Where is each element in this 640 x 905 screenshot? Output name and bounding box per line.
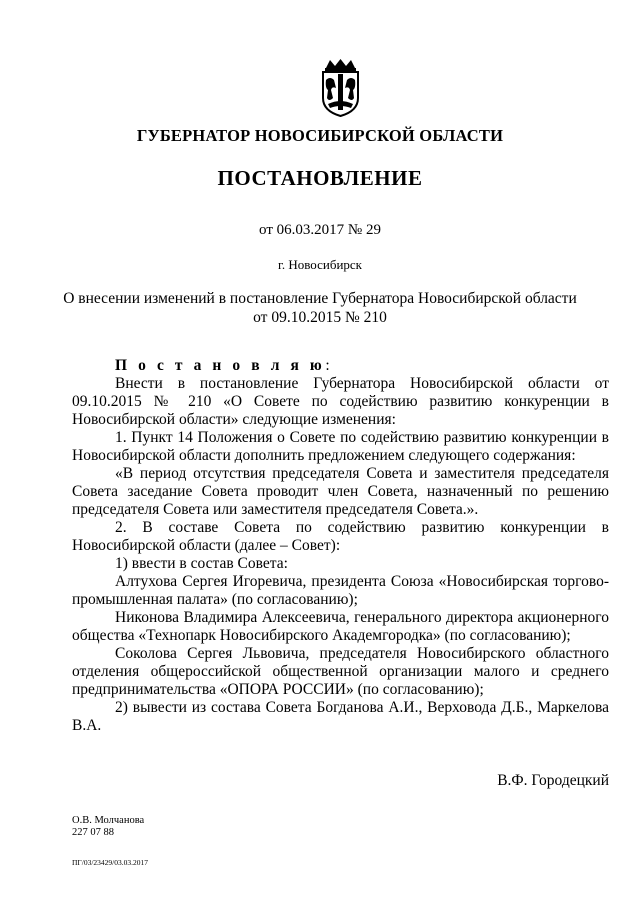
novosibirsk-coat-of-arms-icon: [318, 58, 363, 117]
city-line: г. Новосибирск: [277, 257, 362, 272]
subject-line-1: О внесении изменений в постановление Губернатора Новосибирской области: [63, 290, 577, 307]
document-subject: [0, 289, 640, 327]
decree-word: П о с т а н о в л я ю: [115, 357, 326, 374]
body-paragraph: «В период отсутствия председателя Совета и заместителя председателя Совета заседание Совета проводит член Совета, назначенный по решению председателя Совета или заместителя председателя Совета.».: [72, 465, 609, 518]
decree-colon: :: [325, 357, 330, 374]
document-id: ПГ/03/23429/03.03.2017: [72, 858, 149, 867]
body-paragraph: Соколова Сергея Львовича, председателя Новосибирского областного отделения общероссийской общественной организации малого и среднего предпринимательства «ОПОРА РОССИИ» (по согласованию);: [72, 645, 609, 698]
body-paragraph: Никонова Владимира Алексеевича, генерального директора акционерного общества «Технопарк Новосибирского Академгородка» (по согласованию);: [72, 609, 609, 644]
coat-of-arms-emblem: [318, 58, 363, 117]
executor-phone: 227 07 88: [72, 827, 114, 838]
body-paragraph: 1. Пункт 14 Положения о Совете по содействию развитию конкуренции в Новосибирской области дополнить предложением следующего содержания:: [72, 429, 609, 464]
decree-heading: [72, 357, 609, 375]
signature: В.Ф. Городецкий: [497, 772, 609, 789]
organization-title: ГУБЕРНАТОР НОВОСИБИРСКОЙ ОБЛАСТИ: [136, 126, 504, 145]
subject-line-2: от 09.10.2015 № 210: [253, 309, 387, 326]
body-paragraph: 1) ввести в состав Совета:: [115, 555, 288, 572]
executor-name: О.В. Молчанова: [72, 815, 145, 826]
body-paragraph: Внести в постановление Губернатора Новосибирской области от 09.10.2015 № 210 «О Совете по содействию развитию конкуренции в Новосибирской области» следующие изменения:: [72, 375, 609, 428]
document-type-title: ПОСТАНОВЛЕНИЕ: [217, 166, 423, 190]
body-paragraph: 2. В составе Совета по содействию развитию конкуренции в Новосибирской области (далее – Совет):: [72, 519, 609, 554]
body-paragraph: 2) вывести из состава Совета Богданова А.И., Верховода Д.Б., Маркелова В.А.: [72, 699, 609, 734]
executor-block: [72, 815, 144, 839]
document-body: [72, 357, 609, 735]
date-number-line: от 06.03.2017 № 29: [259, 222, 381, 238]
body-paragraph: Алтухова Сергея Игоревича, президента Союза «Новосибирская торгово-промышленная палата» (по согласованию);: [72, 573, 609, 608]
